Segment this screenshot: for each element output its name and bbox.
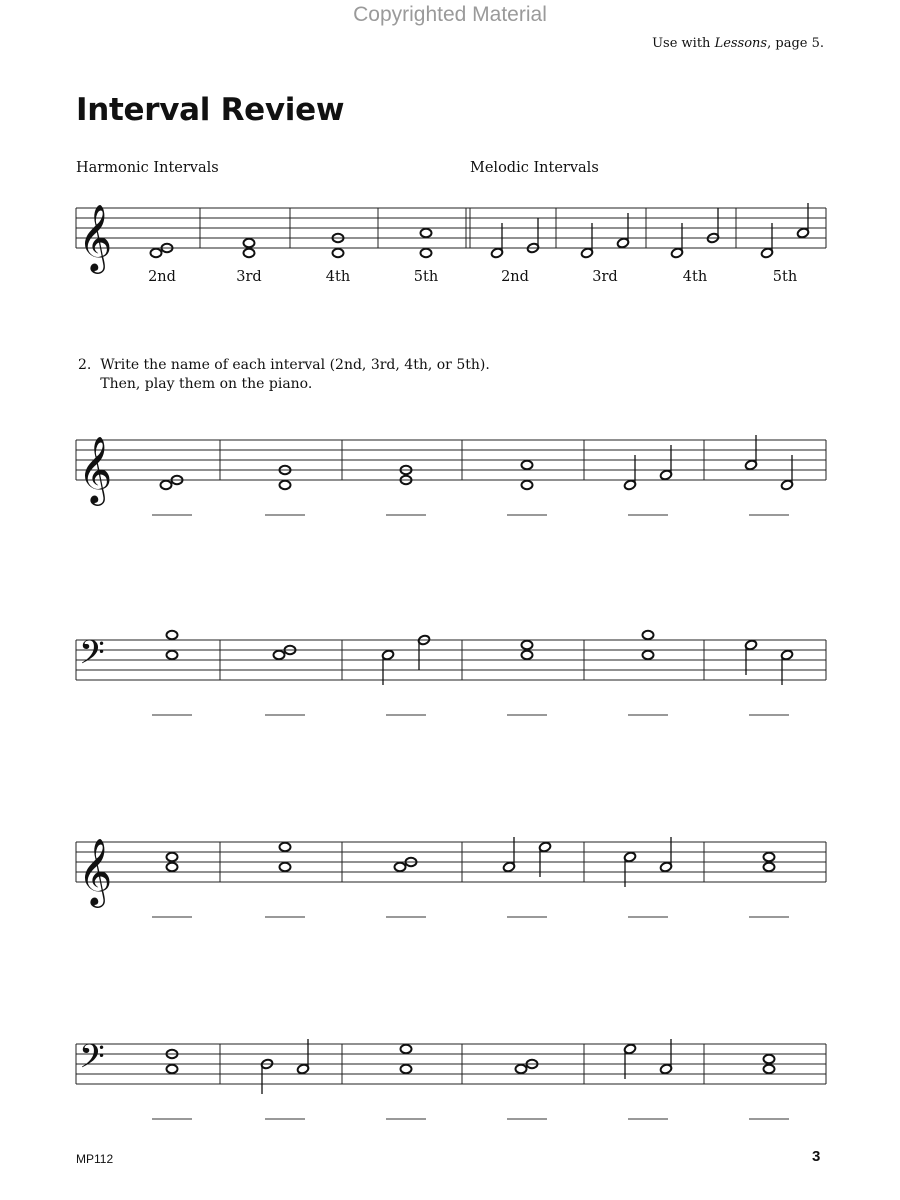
treble-clef-icon: 𝄞 (78, 837, 113, 905)
whole-note (244, 249, 255, 257)
interval-label: 4th (682, 269, 708, 285)
whole-note (167, 631, 178, 639)
whole-note (522, 481, 533, 489)
interval-label: 5th (772, 269, 798, 285)
whole-note (764, 1065, 775, 1073)
interval-label: 2nd (501, 269, 529, 285)
interval-label: 3rd (236, 269, 262, 285)
use-with-suffix: , page 5. (767, 36, 824, 51)
whole-note (333, 249, 344, 257)
whole-note (421, 249, 432, 257)
whole-note (522, 461, 533, 469)
watermark: Copyrighted Material (353, 3, 547, 26)
bass-clef-icon: 𝄢 (79, 1038, 105, 1084)
whole-note (643, 631, 654, 639)
interval-label: 3rd (592, 269, 618, 285)
whole-note (167, 863, 178, 871)
whole-note (764, 853, 775, 861)
whole-note (244, 239, 255, 247)
whole-note (522, 641, 533, 649)
harmonic-intervals-label: Harmonic Intervals (76, 160, 219, 176)
whole-note (280, 863, 291, 871)
page-number: 3 (812, 1148, 821, 1165)
treble-clef-icon: 𝄞 (78, 203, 113, 271)
whole-note (167, 853, 178, 861)
bass-clef-icon: 𝄢 (79, 634, 105, 680)
interval-label: 4th (325, 269, 351, 285)
melodic-intervals-label: Melodic Intervals (470, 160, 599, 176)
whole-note (280, 843, 291, 851)
page-title: Interval Review (76, 92, 345, 128)
whole-note (151, 249, 162, 257)
interval-label: 2nd (148, 269, 176, 285)
whole-note (395, 863, 406, 871)
exercise-instruction: 2. Write the name of each interval (2nd, 3rd, 4th, or 5th). Then, play them on the piano. (78, 357, 490, 392)
use-with-prefix: Use with (652, 36, 715, 51)
whole-note (167, 651, 178, 659)
treble-clef-icon: 𝄞 (78, 435, 113, 503)
whole-note (643, 651, 654, 659)
whole-note (401, 1045, 412, 1053)
whole-note (401, 1065, 412, 1073)
whole-note (764, 863, 775, 871)
whole-note (280, 481, 291, 489)
use-with-book: Lessons (714, 36, 768, 51)
catalog-code: MP112 (76, 1152, 114, 1166)
interval-label: 5th (413, 269, 439, 285)
whole-note (421, 229, 432, 237)
whole-note (522, 651, 533, 659)
whole-note (516, 1065, 527, 1073)
whole-note (161, 481, 172, 489)
whole-note (274, 651, 285, 659)
whole-note (764, 1055, 775, 1063)
whole-note (167, 1065, 178, 1073)
